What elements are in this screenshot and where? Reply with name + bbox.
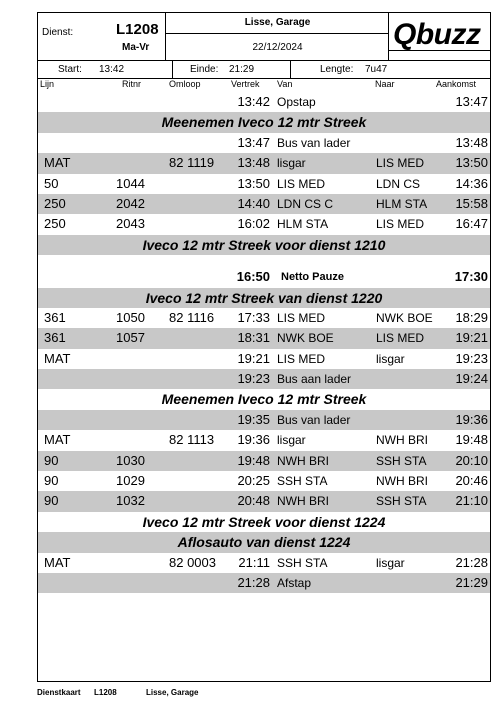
cell-lijn: 90 (44, 452, 59, 468)
cell-van: NWK BOE (277, 331, 334, 346)
dienst-number: L1208 (116, 21, 159, 38)
cell-naar: NWH BRI (376, 433, 428, 448)
cell-aankomst: 19:23 (455, 350, 488, 366)
table-row (38, 214, 490, 234)
cell-lijn: 361 (44, 330, 66, 346)
col-lijn: Lijn (40, 79, 55, 89)
cell-lijn: MAT (44, 432, 71, 448)
dienst-label: Dienst: (42, 27, 74, 38)
start-label: Start: (58, 64, 82, 75)
cell-naar: SSH STA (376, 494, 427, 509)
cell-aankomst: 13:48 (455, 134, 488, 150)
service-date: 22/12/2024 (252, 42, 303, 53)
cell-vertrek: 16:50 (236, 269, 270, 285)
cell-van: HLM STA (277, 217, 329, 232)
table-row (38, 328, 490, 348)
cell-omloop: 82 0003 (169, 554, 216, 570)
cell-vertrek: 16:02 (237, 216, 270, 232)
cell-van: NWH BRI (277, 453, 329, 468)
cell-ritnr: 2043 (116, 216, 145, 232)
table-row (38, 491, 490, 511)
cell-omloop: 82 1119 (169, 155, 215, 171)
cell-vertrek: 21:11 (238, 554, 270, 570)
cell-van: Bus van lader (277, 412, 351, 427)
cell-aankomst: 21:29 (455, 574, 488, 590)
spacer-row (38, 255, 490, 267)
cell-ritnr: 1029 (116, 473, 145, 489)
section-title: Iveco 12 mtr Streek voor dienst 1210 (142, 236, 386, 253)
location-name: Lisse, Garage (166, 13, 389, 34)
cell-lijn: 250 (44, 216, 66, 232)
divider (290, 61, 291, 78)
cell-ritnr: 1032 (116, 493, 145, 509)
cell-van: Bus aan lader (277, 372, 352, 387)
service-days: Ma-Vr (122, 42, 150, 53)
col-ritnr: Ritnr (122, 79, 142, 89)
col-vertrek: Vertrek (231, 79, 260, 89)
length-value: 7u47 (365, 64, 388, 75)
table-row (38, 430, 490, 450)
table-row (38, 451, 490, 471)
cell-naar: NWK BOE (376, 310, 433, 325)
cell-lijn: MAT (44, 155, 71, 171)
service-card (37, 12, 491, 682)
cell-vertrek: 20:48 (237, 493, 270, 509)
cell-vertrek: 17:33 (237, 309, 270, 325)
cell-vertrek: 19:36 (237, 432, 270, 448)
section-title-row (38, 235, 490, 255)
cell-aankomst: 21:28 (455, 554, 488, 570)
cell-naar: lisgar (376, 555, 405, 570)
schedule-rows (38, 92, 490, 593)
table-row (38, 153, 490, 173)
table-row (38, 267, 490, 287)
table-row (38, 410, 490, 430)
section-title-row (38, 112, 490, 132)
cell-aankomst: 20:46 (455, 473, 488, 489)
cell-van: lisgar (277, 156, 306, 171)
start-time: 13:42 (99, 64, 125, 75)
logo-divider (389, 50, 491, 51)
cell-aankomst: 19:24 (455, 371, 488, 387)
cell-ritnr: 1030 (116, 452, 145, 468)
cell-lijn: 50 (44, 175, 59, 191)
col-van: Van (277, 79, 293, 89)
cell-vertrek: 13:42 (237, 94, 270, 109)
cell-vertrek: 19:35 (237, 411, 270, 427)
cell-vertrek: 19:48 (237, 452, 270, 468)
qbuzz-logo: Qbuzz (393, 18, 481, 51)
cell-van: Netto Pauze (281, 271, 344, 284)
cell-aankomst: 13:50 (455, 155, 488, 171)
cell-aankomst: 18:29 (455, 309, 488, 325)
section-title-row (38, 512, 490, 532)
cell-van: LIS MED (277, 310, 326, 325)
cell-aankomst: 19:21 (455, 330, 488, 346)
cell-van: LIS MED (277, 176, 326, 191)
location-box (165, 13, 388, 60)
cell-aankomst: 19:48 (455, 432, 488, 448)
table-row (38, 133, 490, 153)
divider (172, 61, 173, 78)
cell-aankomst: 16:47 (455, 216, 488, 232)
section-title-row (38, 288, 490, 308)
section-title: Meenemen Iveco 12 mtr Streek (161, 114, 367, 131)
cell-van: lisgar (277, 433, 306, 448)
cell-van: LDN CS C (277, 196, 334, 211)
cell-aankomst: 13:47 (455, 94, 488, 109)
length-label: Lengte: (320, 64, 354, 75)
cell-vertrek: 19:23 (237, 371, 270, 387)
footer-location: Lisse, Garage (146, 688, 199, 697)
cell-vertrek: 19:21 (237, 350, 270, 366)
col-omloop: Omloop (169, 79, 201, 89)
section-title-row (38, 532, 490, 552)
section-title: Aflosauto van dienst 1224 (177, 534, 351, 551)
section-title: Iveco 12 mtr Streek van dienst 1220 (145, 289, 383, 306)
cell-naar: LIS MED (376, 331, 425, 346)
cell-ritnr: 2042 (116, 195, 145, 211)
footer-label: Dienstkaart (37, 688, 81, 697)
cell-naar: NWH BRI (376, 474, 428, 489)
cell-omloop: 82 1113 (169, 432, 215, 448)
cell-naar: LIS MED (376, 156, 425, 171)
cell-aankomst: 19:36 (455, 411, 488, 427)
section-title-row (38, 389, 490, 409)
cell-lijn: 90 (44, 473, 59, 489)
cell-van: Opstap (277, 95, 316, 109)
cell-naar: lisgar (376, 351, 405, 366)
cell-lijn: MAT (44, 554, 71, 570)
cell-aankomst: 15:58 (455, 195, 488, 211)
header-times (38, 61, 490, 79)
section-title: Iveco 12 mtr Streek voor dienst 1224 (142, 513, 386, 530)
cell-aankomst: 21:10 (455, 493, 488, 509)
cell-lijn: 90 (44, 493, 59, 509)
cell-naar: SSH STA (376, 453, 427, 468)
cell-lijn: MAT (44, 350, 71, 366)
end-label: Einde: (190, 64, 219, 75)
cell-lijn: 250 (44, 195, 66, 211)
cell-vertrek: 14:40 (237, 195, 270, 211)
table-row (38, 573, 490, 593)
cell-lijn: 361 (44, 309, 66, 325)
cell-vertrek: 13:50 (237, 175, 270, 191)
table-row (38, 194, 490, 214)
cell-van: SSH STA (277, 555, 328, 570)
cell-naar: LDN CS (376, 176, 421, 191)
cell-van: LIS MED (277, 351, 326, 366)
table-row (38, 471, 490, 491)
cell-vertrek: 20:25 (237, 473, 270, 489)
footer-dienst: L1208 (94, 688, 117, 697)
cell-omloop: 82 1116 (169, 309, 215, 325)
table-row (38, 349, 490, 369)
cell-ritnr: 1050 (116, 309, 145, 325)
end-time: 21:29 (229, 64, 255, 75)
table-row (38, 308, 490, 328)
cell-van: NWH BRI (277, 494, 329, 509)
cell-naar: LIS MED (376, 217, 425, 232)
cell-van: SSH STA (277, 474, 328, 489)
cell-aankomst: 20:10 (455, 452, 488, 468)
table-row (38, 369, 490, 389)
cell-aankomst: 17:30 (454, 269, 488, 285)
cell-ritnr: 1044 (116, 175, 145, 191)
header-top (38, 13, 490, 61)
table-row (38, 92, 490, 112)
table-row (38, 174, 490, 194)
cell-van: Afstap (277, 575, 312, 590)
cell-van: Bus van lader (277, 135, 351, 150)
logo-box (388, 13, 490, 60)
col-aankomst: Aankomst (436, 79, 477, 89)
cell-vertrek: 21:28 (237, 574, 270, 590)
cell-vertrek: 18:31 (237, 330, 270, 346)
cell-vertrek: 13:47 (237, 134, 270, 150)
section-title: Meenemen Iveco 12 mtr Streek (161, 391, 367, 408)
column-headers (38, 79, 490, 91)
cell-aankomst: 14:36 (455, 175, 488, 191)
cell-ritnr: 1057 (116, 330, 145, 346)
cell-vertrek: 13:48 (237, 155, 270, 171)
cell-naar: HLM STA (376, 196, 428, 211)
table-row (38, 553, 490, 573)
col-naar: Naar (375, 79, 395, 89)
